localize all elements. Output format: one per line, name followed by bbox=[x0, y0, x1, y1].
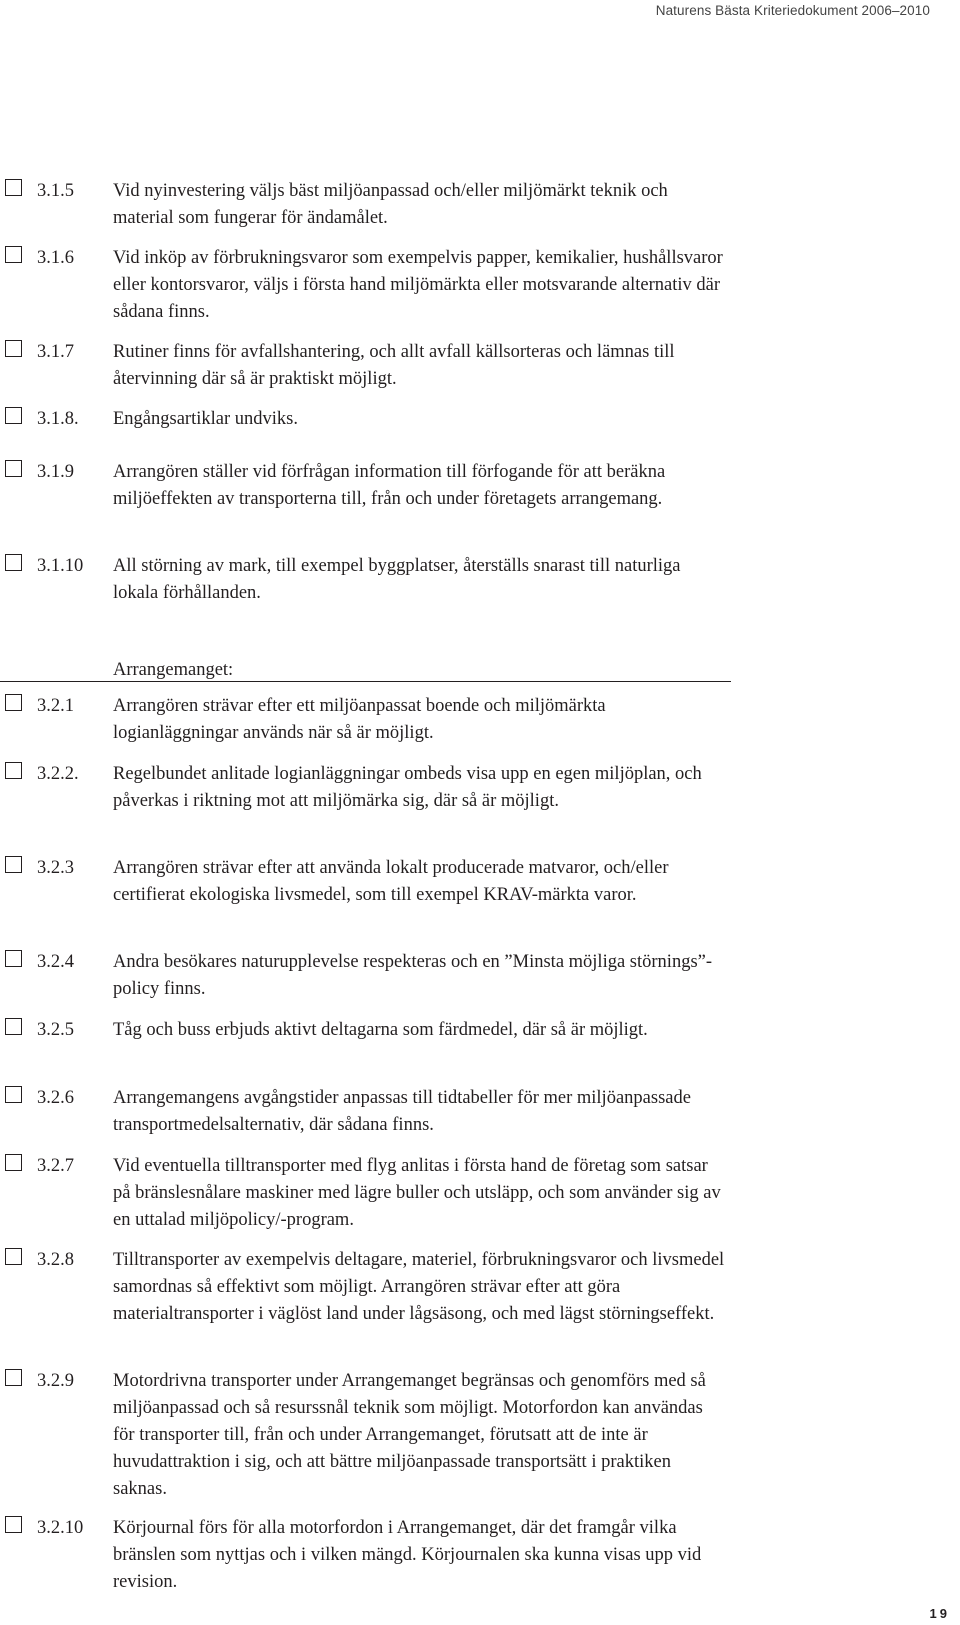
page-number: 19 bbox=[929, 1606, 950, 1621]
criterion-text: Vid inköp av förbrukningsvaror som exempelvis papper, kemikalier, hushållsvaror eller kontorsvaror, väljs i första hand miljömärkta eller motsvarande alternativ där sådana finns. bbox=[113, 248, 723, 322]
section-heading: Arrangemanget: bbox=[113, 660, 234, 680]
criterion-text: Regelbundet anlitade logianläggningar ombeds visa upp en egen miljöplan, och påverkas i riktning mot att miljömärka sig, där så är möjligt. bbox=[113, 764, 702, 811]
checkbox[interactable] bbox=[5, 1516, 22, 1533]
criterion-text: Andra besökares naturupplevelse respekteras och en ”Minsta möjliga störnings”-policy finns. bbox=[113, 952, 713, 999]
criterion-number: 3.2.7 bbox=[37, 1156, 74, 1176]
checkbox[interactable] bbox=[5, 950, 22, 967]
checkbox[interactable] bbox=[5, 179, 22, 196]
checkbox[interactable] bbox=[5, 1018, 22, 1035]
checkbox[interactable] bbox=[5, 340, 22, 357]
criterion-text: Arrangören strävar efter att använda lokalt producerade matvaror, och/eller certifierat ekologiska livsmedel, som till exempel KRAV-märkta varor. bbox=[113, 858, 669, 905]
criterion-number: 3.1.8. bbox=[37, 409, 79, 429]
criterion-number: 3.1.7 bbox=[37, 342, 74, 362]
criterion-text: Rutiner finns för avfallshantering, och allt avfall källsorteras och lämnas till återvinning där så är praktiskt möjligt. bbox=[113, 342, 675, 389]
criterion-text: Motordrivna transporter under Arrangemanget begränsas och genomförs med så miljöanpassad och så resurssnål teknik som möjligt. Motorfordon kan användas för transporter till, från och under Arrangemanget, förutsatt att de inte är huvudattraktion i sig, och att bättre miljöanpassade transportsätt i praktiken saknas. bbox=[113, 1371, 706, 1499]
checkbox[interactable] bbox=[5, 554, 22, 571]
checkbox[interactable] bbox=[5, 1369, 22, 1386]
criterion-text: Vid nyinvestering väljs bäst miljöanpassad och/eller miljömärkt teknik och material som fungerar för ändamålet. bbox=[113, 181, 668, 228]
criterion-number: 3.2.4 bbox=[37, 952, 74, 972]
criterion-text: All störning av mark, till exempel byggplatser, återställs snarast till naturliga lokala förhållanden. bbox=[113, 556, 681, 603]
criterion-text: Tilltransporter av exempelvis deltagare, materiel, förbrukningsvaror och livsmedel samordnas så effektivt som möjligt. Arrangören strävar efter att göra materialtransporter i väglöst land under lågsäsong, och med lägst störningseffekt. bbox=[113, 1250, 725, 1324]
criterion-number: 3.2.3 bbox=[37, 858, 74, 878]
criterion-number: 3.2.8 bbox=[37, 1250, 74, 1270]
criterion-text: Arrangemangens avgångstider anpassas till tidtabeller för mer miljöanpassade transportmedelsalternativ, där sådana finns. bbox=[113, 1088, 691, 1135]
criterion-number: 3.2.1 bbox=[37, 696, 74, 716]
checkbox[interactable] bbox=[5, 1154, 22, 1171]
criterion-number: 3.1.5 bbox=[37, 181, 74, 201]
criterion-text: Körjournal förs för alla motorfordon i Arrangemanget, där det framgår vilka bränslen som nyttjas och i vilken mängd. Körjournalen ska kunna visas upp vid revision. bbox=[113, 1518, 702, 1592]
criterion-number: 3.2.5 bbox=[37, 1020, 74, 1040]
criterion-text: Engångsartiklar undviks. bbox=[113, 409, 298, 429]
checkbox[interactable] bbox=[5, 762, 22, 779]
section-divider bbox=[0, 681, 731, 682]
criterion-text: Vid eventuella tilltransporter med flyg anlitas i första hand de företag som satsar på bränslesnålare maskiner med lägre buller och utsläpp, och som använder sig av en uttalad miljöpolicy/-program. bbox=[113, 1156, 721, 1230]
checkbox[interactable] bbox=[5, 460, 22, 477]
criterion-number: 3.1.10 bbox=[37, 556, 84, 576]
checkbox[interactable] bbox=[5, 407, 22, 424]
criterion-number: 3.2.2. bbox=[37, 764, 79, 784]
criterion-number: 3.1.6 bbox=[37, 248, 74, 268]
checkbox[interactable] bbox=[5, 246, 22, 263]
criterion-text: Arrangören strävar efter ett miljöanpassat boende och miljömärkta logianläggningar används när så är möjligt. bbox=[113, 696, 606, 743]
criterion-number: 3.1.9 bbox=[37, 462, 74, 482]
criterion-text: Tåg och buss erbjuds aktivt deltagarna som färdmedel, där så är möjligt. bbox=[113, 1020, 648, 1040]
running-header: Naturens Bästa Kriteriedokument 2006–2010 bbox=[655, 3, 930, 18]
criterion-number: 3.2.6 bbox=[37, 1088, 74, 1108]
checkbox[interactable] bbox=[5, 694, 22, 711]
checkbox[interactable] bbox=[5, 1248, 22, 1265]
criterion-number: 3.2.10 bbox=[37, 1518, 84, 1538]
checkbox[interactable] bbox=[5, 856, 22, 873]
checkbox[interactable] bbox=[5, 1086, 22, 1103]
criterion-text: Arrangören ställer vid förfrågan information till förfogande för att beräkna miljöeffekten av transporterna till, från och under företagets arrangemang. bbox=[113, 462, 666, 509]
criterion-number: 3.2.9 bbox=[37, 1371, 74, 1391]
